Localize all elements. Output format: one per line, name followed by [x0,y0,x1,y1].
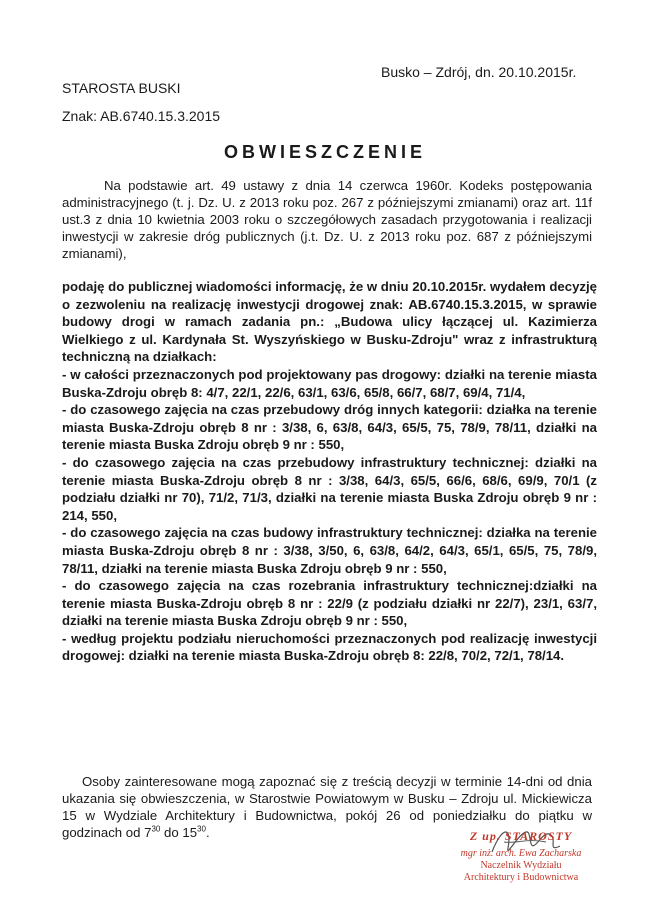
hour-to-superscript: 30 [197,824,206,834]
decision-section [62,278,597,665]
issuing-authority: STAROSTA BUSKI [62,80,181,96]
closing-between-text: do 15 [160,825,198,840]
legal-basis-paragraph [62,177,592,262]
plot-list-item: - w całości przeznaczonych pod projektowany pas drogowy: działki na terenie miasta Buska-Zdroju obręb 8: 4/7, 22/1, 22/6, 63/1, 63/6, 65/8, 66/7, 68/7, 69/4, 71/4, [62,366,597,400]
plot-list-item: - do czasowego zajęcia na czas przebudowy infrastruktury technicznej: działki na terenie miasta Buska-Zdroju obręb 8 nr : 3/38, 64/3, 65/5, 66/6, 68/6, 69/9, 70/1 (z podziału działki nr 70), 71/2, 71/3, działki na terenie miasta Buska Zdroju obręb 9 nr : 214, 550, [62,454,597,523]
plot-list-item: - do czasowego zajęcia na czas rozebrania infrastruktury technicznej:działki na terenie miasta Buska-Zdroju obręb 8 nr : 22/9 (z podziału działki nr 22/7), 23/1, 63/7, działki na terenie miasta Buska Zdroju obręb 9 nr : 550, [62,578,597,629]
stamp-line-department: Architektury i Budownictwa [463,872,579,883]
stamp-line-position: Naczelnik Wydziału [480,860,562,871]
place-date: Busko – Zdrój, dn. 20.10.2015r. [381,64,577,80]
hour-from-superscript: 30 [151,824,161,834]
stamp-line-name: mgr inż. arch. Ewa Zacharska [460,848,582,859]
plot-list-item: - do czasowego zajęcia na czas budowy infrastruktury technicznej: działka na terenie miasta Buska-Zdroju obręb 8 nr : 3/38, 3/50, 6, 63/8, 64/2, 64/3, 65/1, 65/5, 75, 78/9, 78/11, działki na terenie miasta Buska Zdroju obręb 9 nr : 550, [62,525,597,576]
legal-basis-text: Na podstawie art. 49 ustawy z dnia 14 czerwca 1960r. Kodeks postępowania administracyjnego (t. j. Dz. U. z 2013 roku poz. 267 z późniejszymi zmianami) oraz art. 11f ust.3 z dnia 10 kwietnia 2003 roku o szczegółowych zasadach przygotowania i realizacji inwestycji w zakresie dróg publicznych (j.t. Dz. U. z 2013 roku poz. 687 z późniejszymi zmianami), [62,178,592,261]
official-stamp [446,829,596,883]
closing-end-text: . [205,825,210,840]
closing-main-text: Osoby zainteresowane mogą zapoznać się z treścią decyzji w terminie 14-dni od dnia ukazania się obwieszczenia, w Starostwie Powiatowym w Busku – Zdroju ul. Mickiewicza 15 w Wydziale Architektury i Budownictwa, pokój 26 od poniedziałku do piątku w godzinach od 7 [62,774,592,840]
document-title: OBWIESZCZENIE [223,142,426,162]
plot-list-item: - według projektu podziału nieruchomości przeznaczonych pod realizację inwestycji drogowej: działki na terenie miasta Buska-Zdroju obręb 8: 22/8, 70/2, 72/1, 78/14. [62,630,597,664]
plot-list-item: - do czasowego zajęcia na czas przebudowy dróg innych kategorii: działka na terenie miasta Buska-Zdroju obręb 8 nr : 3/38, 6, 63/8, 64/3, 65/5, 75, 78/9, 78/11, działki na terenie miasta Buska Zdroju obręb 9 nr : 550, [62,402,597,453]
reference-number: Znak: AB.6740.15.3.2015 [62,108,221,124]
stamp-line-authority: Z up. STAROSTY [469,829,573,843]
decision-main-text: podaję do publicznej wiadomości informację, że w dniu 20.10.2015r. wydałem decyzję o zezwoleniu na realizację inwestycji drogowej znak: AB.6740.15.3.2015, w sprawie budowy drogi w ramach zadania pn.: „Budowa ulicy łączącej ul. Kazimierza Wielkiego z ul. Kardynała St. Wyszyńskiego w Busku-Zdroju" wraz z infrastrukturą techniczną na działkach: [62,279,598,365]
